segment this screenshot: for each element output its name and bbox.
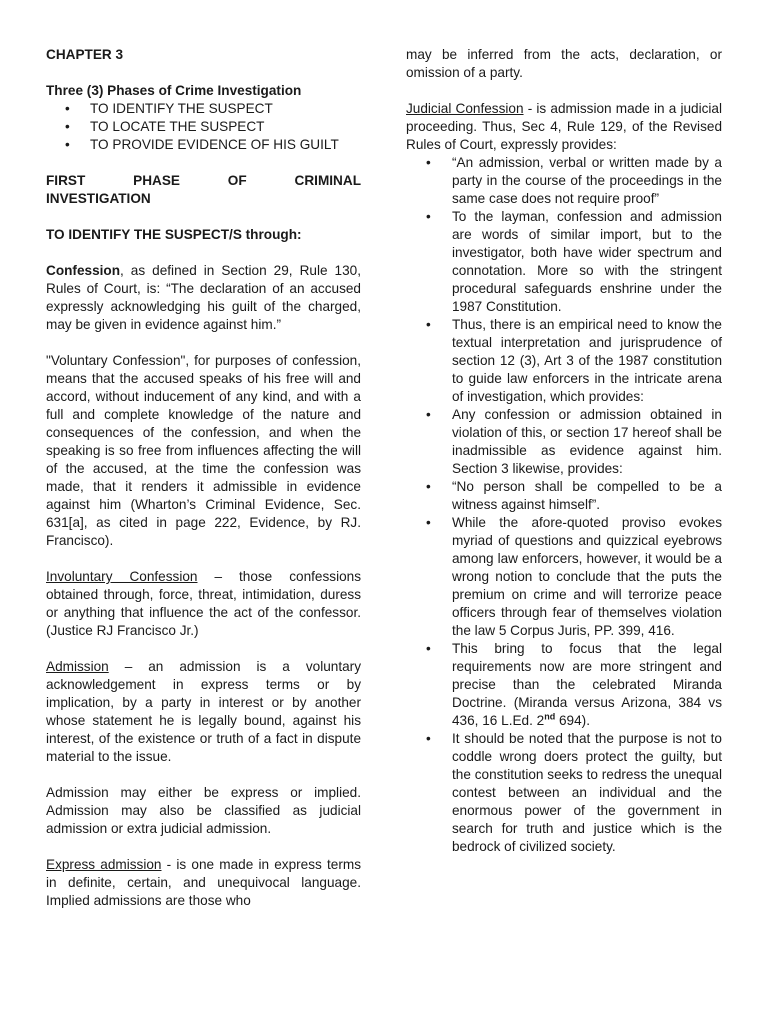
list-item: • TO PROVIDE EVIDENCE OF HIS GUILT <box>46 136 361 154</box>
admission-kinds-paragraph: Admission may either be express or implied. Admission may also be classified as judicial admission or extra judicial admission. <box>46 785 361 836</box>
list-item: • This bring to focus that the legal requirements now are more stringent and precise than the celebrated Miranda Doctrine. (Miranda versus Arizona, 384 vs 436, 16 L.Ed. 2nd 694). <box>406 640 722 730</box>
first-phase-heading: FIRST PHASE OF CRIMINAL INVESTIGATION <box>46 173 361 206</box>
list-item: • “No person shall be compelled to be a witness against himself”. <box>406 478 722 514</box>
express-admission-term: Express admission <box>46 857 162 872</box>
list-item: • To the layman, confession and admission are words of similar import, but to the investigator, both have wider spectrum and connotation. More so with the stringent procedural safeguards enshrine under the 1987 Constitution. <box>406 208 722 316</box>
identify-heading: TO IDENTIFY THE SUSPECT/S through: <box>46 227 302 242</box>
involuntary-term: Involuntary Confession <box>46 569 198 584</box>
list-item: • Thus, there is an empirical need to know the textual interpretation and jurisprudence of section 12 (3), Art 3 of the 1987 constitution to guide law enforcers in the intricate arena of investigation, which provides: <box>406 316 722 406</box>
judicial-confession-term: Judicial Confession <box>406 101 524 116</box>
voluntary-confession-paragraph: "Voluntary Confession", for purposes of confession, means that the accused speaks of his free will and accord, without inducement of any kind, and with a full and complete knowledge of the nature and consequences of the confession, and when the speaking is so free from influences affecting the will of the accused, at the time the confession was made, that it renders it admissible in evidence against him (Wharton’s Criminal Evidence, Sec. 631[a], as cited in page 222, Evidence, by RJ. Francisco). <box>46 353 361 548</box>
judicial-confession-paragraph: Judicial Confession - is admission made in a judicial proceeding. Thus, Sec 4, Rule 129, of the Revised Rules of Court, expressly provides: <box>406 101 723 152</box>
right-column <box>406 46 722 856</box>
left-column <box>46 46 361 910</box>
admission-paragraph: Admission – an admission is a voluntary acknowledgement in express terms or by implication, by a party in interest or by another whose statement he is legally bound, against his interest, of the existence or truth of a fact in dispute material to the issue. <box>46 659 361 764</box>
phases-title: Three (3) Phases of Crime Investigation <box>46 83 302 98</box>
list-item: • While the afore-quoted proviso evokes myriad of questions and quizzical eyebrows among law enforcers, however, it would be a wrong notion to conclude that the puts the premium on crime and will terrorize peace officers through fear of themselves violation the law 5 Corpus Juris, PP. 399, 416. <box>406 514 722 640</box>
phases-list <box>46 100 361 154</box>
list-item: • It should be noted that the purpose is not to coddle wrong doers protect the guilty, but the constitution seeks to redress the unequal contest between an individual and the enormous power of the government in search for truth and justice which is the bedrock of civilized society. <box>406 730 722 856</box>
judicial-bullets-list <box>406 154 722 856</box>
list-item: • “An admission, verbal or written made by a party in the course of the proceedings in the same case does not require proof” <box>406 154 722 208</box>
superscript-nd: nd <box>544 711 556 722</box>
admission-term: Admission <box>46 659 109 674</box>
confession-paragraph: Confession, as defined in Section 29, Rule 130, Rules of Court, is: “The declaration of an accused expressly acknowledging his guilt of the charged, may be given in evidence against him.” <box>46 263 361 332</box>
continuation-paragraph: may be inferred from the acts, declaration, or omission of a party. <box>406 47 722 80</box>
list-item: • Any confession or admission obtained in violation of this, or section 17 hereof shall be inadmissible as evidence against him. Section 3 likewise, provides: <box>406 406 722 478</box>
list-item: • TO LOCATE THE SUSPECT <box>46 118 361 136</box>
list-item: • TO IDENTIFY THE SUSPECT <box>46 100 361 118</box>
express-admission-paragraph: Express admission - is one made in express terms in definite, certain, and unequivocal language. Implied admissions are those who <box>46 857 361 908</box>
confession-term: Confession <box>46 263 121 278</box>
chapter-heading: CHAPTER 3 <box>46 47 124 62</box>
involuntary-confession-paragraph: Involuntary Confession – those confessions obtained through, force, threat, intimidation, duress or anything that influence the act of the confessor. (Justice RJ Francisco Jr.) <box>46 569 362 638</box>
